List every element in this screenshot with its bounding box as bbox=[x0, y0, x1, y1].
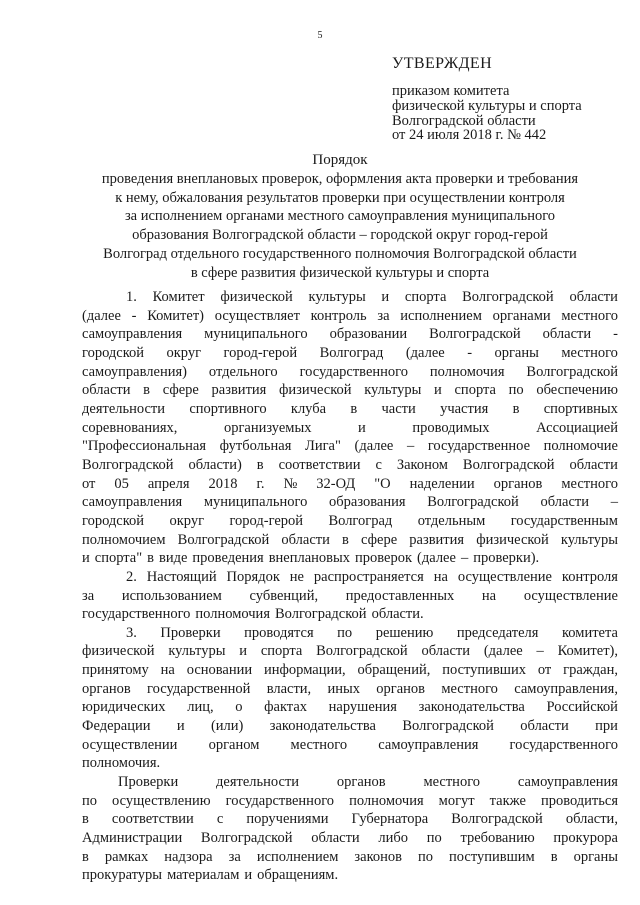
approval-block bbox=[392, 54, 622, 143]
paragraph-line: Проверки деятельности органов местного самоуправления bbox=[118, 774, 618, 791]
paragraph-line: (далее - Комитет) осуществляет контроль за исполнением органами местного bbox=[82, 307, 618, 324]
paragraph-line: 3. Проверки проводятся по решению председателя комитета bbox=[126, 624, 618, 641]
paragraph-line: и спорта" в виде проведения внеплановых проверок (далее – проверки). bbox=[82, 550, 540, 567]
document-title bbox=[60, 150, 620, 282]
page-number: 5 bbox=[317, 30, 323, 41]
paragraph bbox=[82, 773, 618, 885]
paragraph-line: Администрации Волгоградской области либо по требованию прокурора bbox=[82, 830, 618, 847]
document-subtitle-line: Волгоград отдельного государственного полномочия Волгоградской области bbox=[103, 245, 577, 262]
paragraph-line: деятельности спортивного клуба в части участия в спортивных bbox=[82, 400, 618, 417]
document-subtitle-line: за исполнением органами местного самоуправления муниципального bbox=[124, 208, 556, 225]
paragraph-line: осуществлении органом местного самоуправления государственного bbox=[82, 736, 618, 753]
approval-title: УТВЕРЖДЕН bbox=[392, 55, 493, 72]
paragraph-line: городской округ город-герой Волгоград отдельным государственным bbox=[82, 512, 618, 529]
paragraph-line: 1. Комитет физической культуры и спорта Волгоградской области bbox=[126, 289, 618, 305]
paragraph bbox=[82, 568, 618, 624]
paragraph-line: "Профессиональная футбольная Лига" (далее – государственное полномочие bbox=[82, 438, 618, 455]
document-subtitle-line: проведения внеплановых проверок, оформления акта проверки и требования bbox=[101, 171, 579, 187]
paragraph-line: полномочием Волгоградской области в сфере развития физической культуры bbox=[82, 531, 618, 548]
paragraph-line: прокуратуры материалам и обращениям. bbox=[82, 867, 339, 884]
paragraph-line: органов государственной власти, иных органов местного самоуправления, bbox=[82, 680, 618, 697]
paragraph-line: принятому на основании информации, обращений, поступивших от граждан, bbox=[82, 662, 618, 679]
paragraph-line: физической культуры и спорта Волгоградской области (далее – Комитет), bbox=[82, 643, 618, 660]
paragraph bbox=[82, 288, 618, 568]
paragraph-line: по осуществлению государственного полномочия могут также проводиться bbox=[82, 792, 618, 809]
document-title-main: Порядок bbox=[312, 152, 368, 168]
document-subtitle-line: образования Волгоградской области – городской округ город-герой bbox=[132, 227, 548, 244]
approval-line: приказом комитета bbox=[392, 83, 510, 99]
paragraph-line: соревнованиях, организуемых и проводимых Ассоциацией bbox=[82, 419, 618, 436]
approval-line: Волгоградской области bbox=[392, 112, 536, 129]
paragraph-line: самоуправления муниципального образовании Волгоградской области - bbox=[82, 326, 618, 343]
paragraph-line: городской округ город-герой Волгоград (далее - органы местного bbox=[82, 344, 618, 361]
approval-line: от 24 июля 2018 г. № 442 bbox=[392, 127, 547, 144]
paragraph-line: государственного полномочия Волгоградской области. bbox=[82, 606, 424, 623]
document-subtitle-line: к нему, обжалования результатов проверки при осуществлении контроля bbox=[115, 189, 565, 206]
paragraph-line: в рамках надзора за исполнением законов по поступившим в органы bbox=[82, 848, 618, 865]
paragraph-line: Федерации и (или) законодательства Волгоградской области при bbox=[82, 718, 618, 735]
paragraph-line: самоуправления) отдельного государственного полномочия Волгоградской bbox=[82, 363, 618, 380]
paragraph-line: Волгоградской области) в соответствии с Законом Волгоградской области bbox=[82, 456, 618, 473]
document-body bbox=[82, 288, 618, 885]
paragraph bbox=[82, 624, 618, 773]
approval-line: физической культуры и спорта bbox=[392, 97, 582, 114]
paragraph-line: юридических лиц, о фактах нарушения законодательства Российской bbox=[82, 699, 618, 716]
paragraph-line: 2. Настоящий Порядок не распространяется на осуществление контроля bbox=[126, 568, 618, 585]
paragraph-line: полномочия. bbox=[82, 755, 161, 772]
paragraph-line: от 05 апреля 2018 г. № 32-ОД "О наделении органов местного bbox=[82, 475, 618, 492]
paragraph-line: области в сфере развития физической культуры и спорта по обеспечению bbox=[82, 382, 618, 399]
paragraph-line: за использованием субвенций, предоставленных на осуществление bbox=[82, 587, 618, 604]
paragraph-line: в соответствии с поручениями Губернатора Волгоградской области, bbox=[82, 811, 618, 828]
paragraph-line: самоуправления муниципального образования Волгоградской области – bbox=[82, 494, 618, 511]
document-subtitle-line: в сфере развития физической культуры и спорта bbox=[190, 264, 490, 281]
